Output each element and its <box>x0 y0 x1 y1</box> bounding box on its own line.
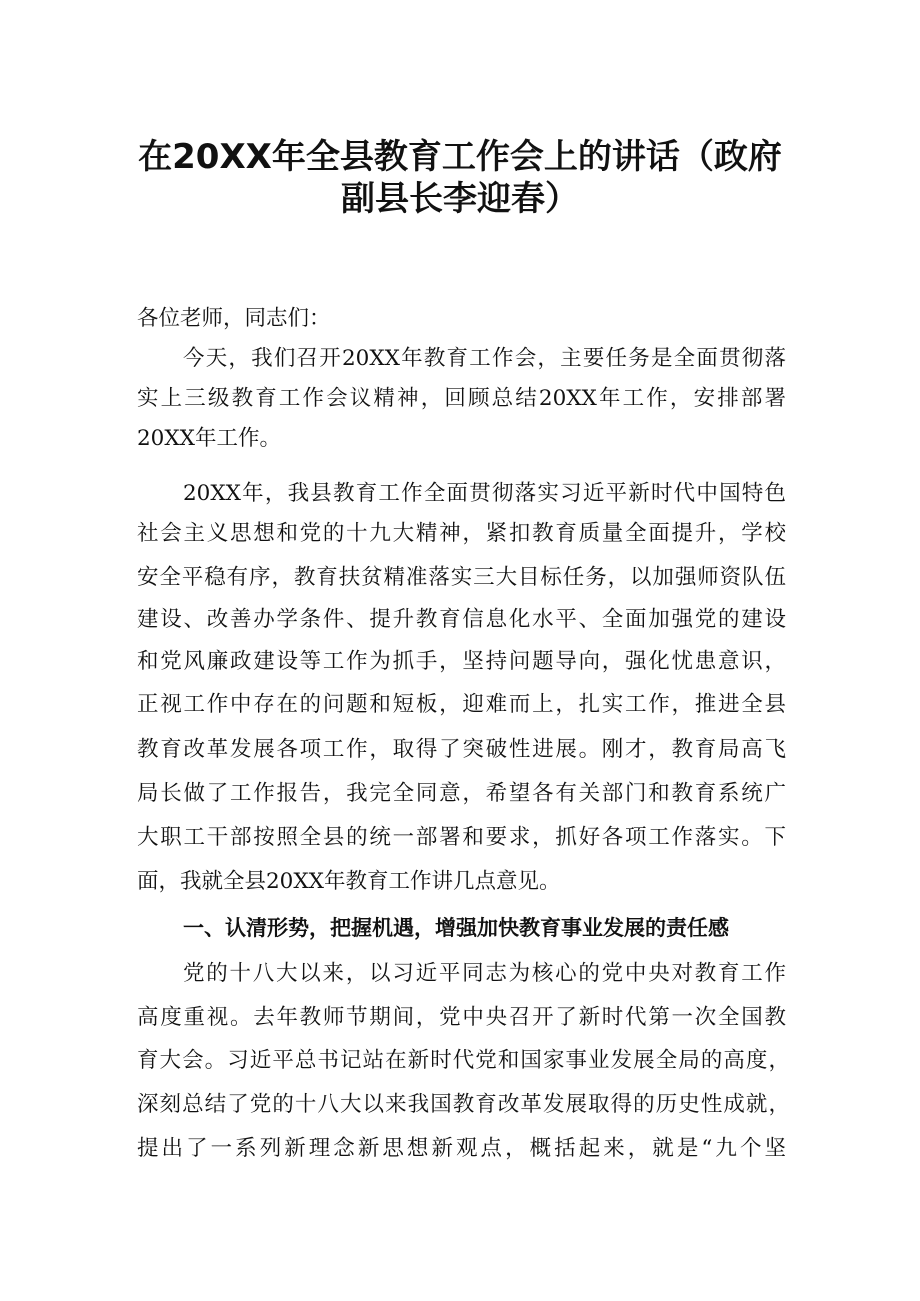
paragraph-2-line-4: 建设、改善办学条件、提升教育信息化水平、全面加强党的建设 <box>137 607 786 632</box>
paragraph-1-line-1: 今天，我们召开20XX年教育工作会，主要任务是全面贯彻落 <box>183 346 786 371</box>
paragraph-2-line-2: 社会主义思想和党的十九大精神，紧扣教育质量全面提升，学校 <box>137 521 786 546</box>
paragraph-2-line-6: 正视工作中存在的问题和短板，迎难而上，扎实工作，推进全县 <box>137 692 786 717</box>
document-title-line-2: 副县长李迎春） <box>341 179 579 219</box>
paragraph-3-line-2: 高度重视。去年教师节期间，党中央召开了新时代第一次全国教 <box>137 1005 786 1030</box>
paragraph-2-line-3: 安全平稳有序，教育扶贫精准落实三大目标任务，以加强师资队伍 <box>137 565 786 590</box>
paragraph-2-line-5: 和党风廉政建设等工作为抓手，坚持问题导向，强化忧患意识， <box>137 649 786 674</box>
paragraph-2-line-8: 局长做了工作报告，我完全同意，希望各有关部门和教育系统广 <box>137 781 786 806</box>
section-heading-1: 一、认清形势，把握机遇，增强加快教育事业发展的责任感 <box>183 916 729 940</box>
document-title-line-1: 在20XX年全县教育工作会上的讲话（政府 <box>138 137 782 177</box>
salutation: 各位老师，同志们： <box>137 306 331 331</box>
paragraph-1-line-3: 20XX年工作。 <box>137 426 281 451</box>
paragraph-3-line-1: 党的十八大以来，以习近平同志为核心的党中央对教育工作 <box>183 961 786 986</box>
paragraph-2-line-9: 大职工干部按照全县的统一部署和要求，抓好各项工作落实。下 <box>137 825 786 850</box>
paragraph-2-line-1: 20XX年，我县教育工作全面贯彻落实习近平新时代中国特色 <box>183 481 786 506</box>
paragraph-2-line-10: 面，我就全县20XX年教育工作讲几点意见。 <box>137 869 561 894</box>
paragraph-1-line-2: 实上三级教育工作会议精神，回顾总结20XX年工作，安排部署 <box>137 386 786 411</box>
paragraph-2-line-7: 教育改革发展各项工作，取得了突破性进展。刚才，教育局高飞 <box>137 737 786 762</box>
paragraph-3-line-4: 深刻总结了党的十八大以来我国教育改革发展取得的历史性成就， <box>137 1092 790 1117</box>
paragraph-3-line-5: 提出了一系列新理念新思想新观点，概括起来，就是“九个坚 <box>137 1136 786 1161</box>
paragraph-3-line-3: 育大会。习近平总书记站在新时代党和国家事业发展全局的高度， <box>137 1048 790 1073</box>
